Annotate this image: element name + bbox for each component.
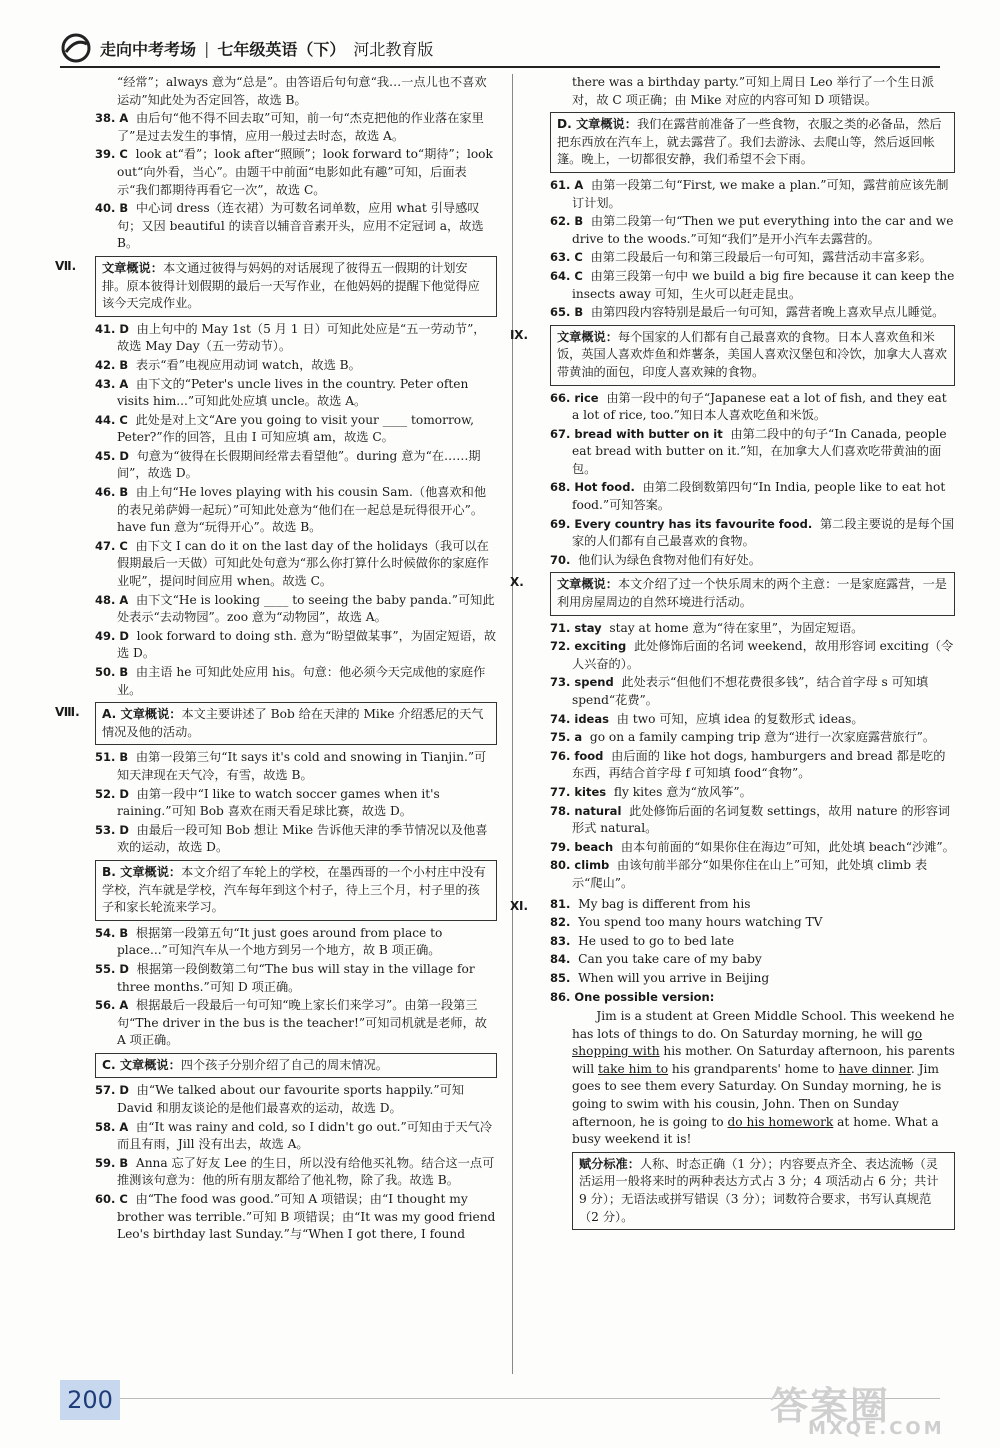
answer-item: 54. B 根据第一段第五句“It just goes around from place to place...”可知汽车从一个地方到另一个地方，故 B 项正确。 xyxy=(95,925,443,958)
answer-item: 72. exciting 此处修饰后面的名词 weekend，故用形容词 exciting（令人兴奋的）。 xyxy=(550,639,954,671)
answer-item: 42. B 表示“看”电视应用动词 watch，故选 B。 xyxy=(95,357,361,372)
section-numeral: Ⅹ. xyxy=(510,575,524,590)
answer-item: 60. C 由“The food was good.”可知 A 项错误；由“I thought my brother was terrible.”可知 B 项错误；由“It was my good friend Leo's birthday last Sunday.”与“When I got there, I found xyxy=(95,1192,496,1242)
answer-item: 39. C look at“看”；look after“照顾”；look forward to“期待”；look out“向外看，当心”。由题干中前面“电影如此有趣”可知，后面表示“我们都期待再看它一次”，故选 C。 xyxy=(95,147,493,197)
left-column xyxy=(55,74,497,1247)
header-separator: | xyxy=(204,38,210,58)
answer-item: 51. B 由第一段第三句“It says it's cold and snowing in Tianjin.”可知天津现在天气冷，有雪，故选 B。 xyxy=(95,750,487,782)
section-numeral: Ⅷ. xyxy=(55,705,80,720)
answer-item: 84. Can you take care of my baby xyxy=(550,952,762,967)
answer-item: 81. My bag is different from his xyxy=(550,896,751,911)
answer-item: 63. C 由第二段最后一句和第三段最后一句可知，露营活动丰富多彩。 xyxy=(550,250,932,265)
watermark-logo: 答案圈 xyxy=(770,1384,891,1428)
answer-item: 52. D 由第一段中“I like to watch soccer games when it's raining.”可知 Bob 喜欢在雨天看足球比赛，故选 D。 xyxy=(95,786,440,819)
answer-item: 45. D 句意为“彼得在长假期间经常去看望他”。during 意为“在……期间”，故选 D。 xyxy=(95,448,481,481)
answer-item: 44. C 此处是对上文“Are you going to visit your ____ tomorrow, Peter?”作的回答，且由 I 可知应填 am，故选 C。 xyxy=(95,412,474,445)
answer-item: 64. C 由第三段第一句中 we build a big fire because it can keep the insects away 可知，生火可以赶走昆虫。 xyxy=(550,268,955,301)
answer-item: 71. stay stay at home 意为“待在家里”，为固定短语。 xyxy=(550,620,864,635)
page-header xyxy=(60,30,940,68)
answer-item: 75. a go on a family camping trip 意为“进行一次家庭露营旅行”。 xyxy=(550,730,936,745)
continued-text: there was a birthday party.”可知上周日 Leo 举行了一个生日派对，故 C 项正确；由 Mike 对应的内容可知 D 项错误。 xyxy=(572,75,934,107)
answer-item: 67. bread with butter on it 由第二段中的句子“In Canada, people eat bread with butter on it.”知，在加拿大人们喜欢吃带黄油的面包。 xyxy=(550,426,947,476)
answer-item: 79. beach 由本句前面的“如果你住在海边”可知，此处填 beach“沙滩”。 xyxy=(550,839,955,854)
page-number: 200 xyxy=(60,1380,120,1420)
answer-item: 65. B 由第四段内容特别是最后一句可知，露营者晚上喜欢早点儿睡觉。 xyxy=(550,305,945,320)
section-10 xyxy=(510,572,955,892)
intro-text: “经常”；always 意为“总是”。由答语后句句意“我…一点儿也不喜欢运动”知此处为否定回答，故选 B。 xyxy=(117,75,487,107)
answer-item: 43. A 由下文的“Peter's uncle lives in the country. Peter often visits him...”可知此处应填 uncle。故选 A。 xyxy=(95,376,469,409)
summary-box-a: A. 文章概说：本文主要讲述了 Bob 给在天津的 Mike 介绍悉尼的天气情况及他的活动。 xyxy=(95,702,497,745)
answer-item: 76. food 由后面的 like hot dogs, hamburgers and bread 都是吃的东西，再结合首字母 f 可知填 food“食物”。 xyxy=(550,748,946,781)
brand-title: 走向中考考场 xyxy=(100,39,197,59)
answer-item: 59. B Anna 忘了好友 Lee 的生日，所以没有给他买礼物。结合这一点可推测该句意为：他的所有朋友都给了他礼物，除了我。故选 B。 xyxy=(95,1155,495,1188)
answer-item: 48. A 由下文“He is looking ____ to seeing the baby panda.”可知此处表示“去动物园”。zoo 意为“动物园”，故选 A。 xyxy=(95,592,495,625)
section-numeral: Ⅺ. xyxy=(510,898,528,913)
watermark-url: MXQE.COM xyxy=(808,1418,945,1439)
answer-item: 50. B 由主语 he 可知此处应用 his。句意：他必须今天完成他的家庭作业。 xyxy=(95,665,486,697)
answer-item: 80. climb 由该句前半部分“如果你住在山上”可知，此处填 climb 表示“爬山”。 xyxy=(550,858,928,890)
answer-item: 83. He used to go to bed late xyxy=(550,933,735,948)
essay-label: 86. One possible version: xyxy=(550,989,715,1004)
answer-item: 41. D 由上句中的 May 1st（5 月 1 日）可知此处应是“五一劳动节”，故选 May Day（五一劳动节）。 xyxy=(95,321,486,354)
summary-box-b: B. 文章概说：本文介绍了车轮上的学校，在墨西哥的一个小村庄中没有学校，汽车就是学校，汽车每年到这个村子，待上三个月，村子里的孩子和家长轮流来学习。 xyxy=(95,860,497,921)
model-essay: Jim is a student at Green Middle School. This weekend he has lots of things to do. On Saturday morning, he will go shopping with his mother. On Saturday afternoon, his parents will take him to his grandparents' home to have dinner. Jim goes to see them every Saturday. On Sunday morning, he is going to swim with his cousin, John. Then on Sunday afternoon, he is going to do his homework at home. What a busy weekend it is! xyxy=(572,1009,955,1147)
answer-item: 78. natural 此处修饰后面的名词复数 settings，故用 nature 的形容词形式 natural。 xyxy=(550,803,951,836)
answer-item: 70. 他们认为绿色食物对他们有好处。 xyxy=(550,552,761,567)
answer-item: 38. A 由后句“他不得不回去取”可知，前一句“杰克把他的作业落在家里了”是过去发生的事情，应用一般过去时态，故选 A。 xyxy=(95,111,484,143)
summary-box: 文章概说：本文介绍了过一个快乐周末的两个主意：一是家庭露营，一是利用房屋周边的自然环境进行活动。 xyxy=(550,572,955,615)
section-8 xyxy=(55,702,497,1244)
answer-item: 58. A 由“It was rainy and cold, so I didn't go out.”可知由于天气冷而且有雨，Jill 没有出去，故选 A。 xyxy=(95,1119,493,1152)
scoring-box: 赋分标准：人称、时态正确（1 分）；内容要点齐全、表达流畅（灵活运用一般将来时的两种表达方式占 3 分；4 项活动占 6 分；共计 9 分）；无语法或拼写错误（3 分）；词数符合要求，书写认真规范（2 分）。 xyxy=(572,1152,955,1230)
summary-box-c: C. 文章概说：四个孩子分别介绍了自己的周末情况。 xyxy=(95,1053,497,1079)
answer-item: 47. C 由下文 I can do it on the last day of the holidays（我可以在假期最后一天做）可知此处句意为“那么你打算什么时候做你的家庭作业呢”，提问时间应用 when。故选 C。 xyxy=(95,538,489,589)
column-divider xyxy=(512,74,513,1374)
section-9 xyxy=(510,325,955,570)
section-numeral: Ⅶ. xyxy=(55,258,77,273)
answer-item: 74. ideas 由 two 可知，应填 idea 的复数形式 ideas。 xyxy=(550,711,864,726)
edition-title: 河北教育版 xyxy=(353,39,434,59)
answer-item: 68. Hot food. 由第二段倒数第四句“In India, people like to eat hot food.”可知答案。 xyxy=(550,480,946,513)
section-7 xyxy=(55,256,497,699)
answer-item: 57. D 由“We talked about our favourite sports happily.”可知 David 和朋友谈论的是他们最喜欢的运动，故选 D。 xyxy=(95,1083,465,1116)
section-11 xyxy=(510,896,955,1231)
items-38-40 xyxy=(95,110,497,253)
answer-item: 61. A 由第一段第二句“First, we make a plan.”可知，露营前应该先制订计划。 xyxy=(550,177,949,210)
answer-item: 82. You spend too many hours watching TV xyxy=(550,915,823,930)
summary-box-d: D. 文章概说：我们在露营前准备了一些食物，衣服之类的必备品，然后把东西放在汽车上，就去露营了。我们去游泳、去爬山等，然后返回帐篷。晚上，一切都很安静，我们希望不会下雨。 xyxy=(550,112,955,173)
answer-item: 62. B 由第二段第一句“Then we put everything into the car and we drive to the woods.”可知“我们”是开小汽车去露营的。 xyxy=(550,214,954,246)
answer-item: 77. kites fly kites 意为“放风筝”。 xyxy=(550,784,752,799)
answer-item: 55. D 根据第一段倒数第二句“The bus will stay in the village for three months.”可知 D 项正确。 xyxy=(95,961,475,994)
summary-box: 文章概说：每个国家的人们都有自己最喜欢的食物。日本人喜欢鱼和米饭，英国人喜欢炸鱼和炸薯条，美国人喜欢汉堡包和冷饮，加拿大人喜欢带黄油的面包，印度人喜欢辣的食物。 xyxy=(550,325,955,386)
book-logo-icon xyxy=(60,32,92,64)
answer-item: 40. B 中心词 dress（连衣裙）为可数名词单数，应用 what 引导感叹句；又因 beautiful 的读音以辅音音素开头，应用不定冠词 a，故选 B。 xyxy=(95,201,484,251)
right-column xyxy=(510,74,955,1234)
answer-item: 85. When will you arrive in Beijing xyxy=(550,970,770,985)
answer-item: 73. spend 此处表示“但他们不想花费很多钱”，结合首字母 s 可知填 spend“花费”。 xyxy=(550,675,929,707)
grade-title: 七年级英语（下） xyxy=(217,39,346,59)
answer-item: 66. rice 由第一段中的句子“Japanese eat a lot of fish, and they eat a lot of rice, too.”知日本人喜欢吃鱼和米饭。 xyxy=(550,390,947,423)
answer-item: 49. D look forward to doing sth. 意为“盼望做某事”，为固定短语，故选 D。 xyxy=(95,628,497,661)
answer-item: 69. Every country has its favourite food. 第二段主要说的是每个国家的人们都有自己最喜欢的食物。 xyxy=(550,516,955,549)
answer-item: 56. A 根据最后一段最后一句可知“晚上家长们来学习”。由第一段第三句“The driver in the bus is the teacher!”可知司机就是老师，故 A 项正确。 xyxy=(95,998,487,1048)
answer-item: 53. D 由最后一段可知 Bob 想让 Mike 告诉他天津的季节情况以及他喜欢的运动，故选 D。 xyxy=(95,822,488,855)
answer-item: 46. B 由上句“He loves playing with his cousin Sam.（他喜欢和他的表兄弟萨姆一起玩）”可知此处意为“他们在一起总是玩得很开心”。have fun 意为“玩得开心”。故选 B。 xyxy=(95,485,487,535)
summary-box: 文章概说：本文通过彼得与妈妈的对话展现了彼得五一假期的计划安排。原本彼得计划假期的最后一天写作业，在他妈妈的提醒下他觉得应该今天完成作业。 xyxy=(95,256,497,317)
section-numeral: Ⅸ. xyxy=(510,327,529,342)
